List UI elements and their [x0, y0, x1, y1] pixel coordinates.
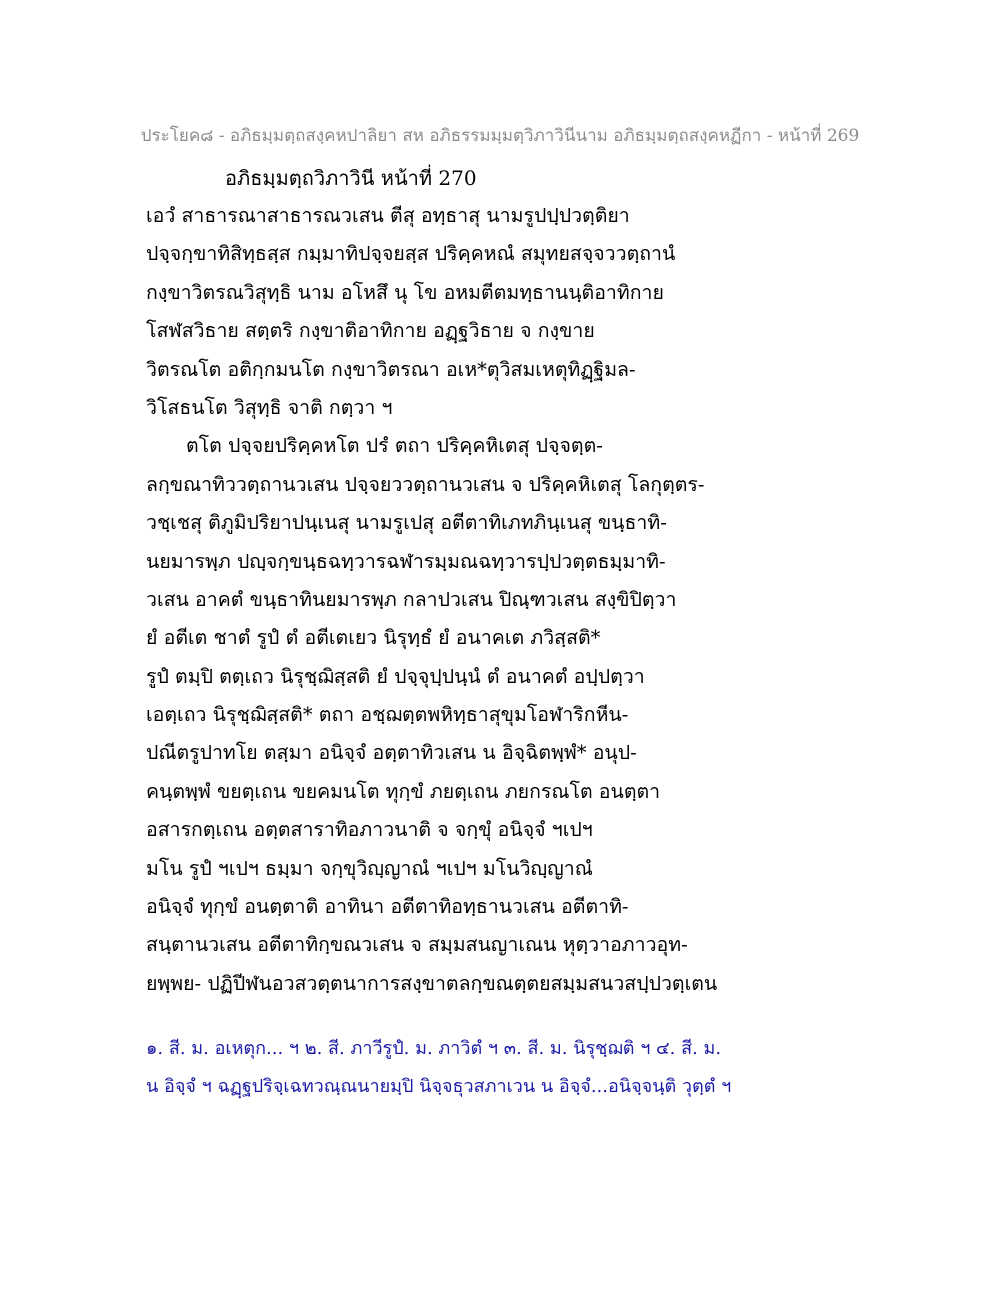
text-line: ลกฺขณาทิววตฺถานวเสน ปจฺจยววตฺถานวเสน จ ปริคฺคหิเตสุ โลกุตฺตร- [146, 472, 705, 496]
text-line: ยพฺพย- ปฏิปีฬนอวสวตฺตนาการสงฺขาตลกฺขณตฺตยสมฺมสนวสปฺปวตฺเตน [146, 971, 718, 995]
text-line: วิโสธนโต วิสุทฺธิ จาติ กตฺวา ฯ [146, 395, 393, 419]
text-line: วิตรณโต อติกฺกมนโต กงฺขาวิตรณา อเห*ตุวิสมเหตุทิฏฺฐิมล- [146, 357, 636, 381]
text-line: วชฺเชสุ ติภูมิปริยาปนฺเนสุ นามรูเปสุ อตีตาทิเภทภินฺเนสุ ขนฺธาทิ- [146, 511, 667, 535]
text-line: เอตฺเถว นิรุชฺฌิสฺสติ* ตถา อชฺฌตฺตพหิทฺธาสุขุมโอฬาริกหีน- [146, 703, 629, 727]
text-line: อสารกตฺเถน อตฺตสาราทิอภาวนาติ จ จกฺขุํ อนิจฺจํ ฯเปฯ [146, 818, 593, 842]
text-line: รูปํ ตมฺปิ ตตฺเถว นิรุชฺฌิสฺสติ ยํ ปจฺจุปฺปนฺนํ ตํ อนาคตํ อปฺปตฺวา [146, 664, 645, 688]
text-line: มโน รูปํ ฯเปฯ ธมฺมา จกฺขุวิญฺญาณํ ฯเปฯ มโนวิญฺญาณํ [146, 856, 593, 880]
text-line: อนิจฺจํ ทุกฺขํ อนตฺตาติ อาทินา อตีตาทิอทฺธานวเสน อตีตาทิ- [146, 895, 629, 919]
text-line: ปณีตรูปาทโย ตสฺมา อนิจฺจํ อตฺตาทิวเสน น อิจฺฉิตพฺพํ* อนุป- [146, 741, 637, 765]
text-line: สนฺตานวเสน อตีตาทิกฺขณวเสน จ สมฺมสนญาเณน หุตฺวาอภาวอุท- [146, 933, 688, 957]
text-line: โสฬสวิธาย สตฺตริ กงฺขาติอาทิกาย อฏฺฐวิธาย จ กงฺขาย [146, 319, 595, 343]
text-line: ยํ อตีเต ชาตํ รูปํ ตํ อตีเตเยว นิรุทฺธํ ยํ อนาคเต ภวิสฺสติ* [146, 626, 601, 650]
footnote-line: น อิจฺจํ ฯ ฉฏฺฐปริจฺเฉทวณฺณนายมฺปิ นิจฺจธุวสภาเวน น อิจฺจํ...อนิจฺจนฺติ วุตฺตํ ฯ [146, 1076, 732, 1097]
text-line: วเสน อาคตํ ขนฺธาทินยมารพฺภ กลาปวเสน ปิณฺฑวเสน สงฺขิปิตฺวา [146, 587, 677, 611]
text-line: ปจฺจกฺขาทิสิทฺธสฺส กมฺมาทิปจฺจยสฺส ปริคฺคหณํ สมุทยสจฺจววตฺถานํ [146, 242, 676, 266]
text-line: นยมารพฺภ ปญฺจกฺขนฺธฉทฺวารฉฬารมฺมณฉทฺวารปฺปวตฺตธมฺมาทิ- [146, 549, 666, 573]
footnotes [146, 1030, 966, 1106]
text-line: คนฺตพฺพํ ขยตฺเถน ขยคมนโต ทุกฺขํ ภยตฺเถน ภยกรณโต อนตฺตา [146, 779, 661, 803]
page-header: ประโยค๘ - อภิธมฺมตฺถสงฺคหปาลิยา สห อภิธรรมมฺมตฺวิภาวินีนาม อภิธมฺมตฺถสงฺคหฏีกา - หน้าที่ 269 [140, 126, 860, 146]
text-line: เอวํ สาธารณาสาธารณวเสน ตีสุ อทฺธาสุ นามรูปปฺปวตฺติยา [146, 204, 630, 227]
body-text [146, 197, 966, 1003]
paragraph-start-line: ตโต ปจฺจยปริคฺคหโต ปรํ ตถา ปริคฺคหิเตสุ ปจฺจตฺต- [186, 434, 603, 458]
page-title: อภิธมฺมตฺถวิภาวินี หน้าที่ 270 [225, 166, 477, 190]
text-line: กงฺขาวิตรณวิสุทฺธิ นาม อโหสึ นุ โข อหมตีตมทฺธานนฺติอาทิกาย [146, 280, 664, 304]
footnote-line: ๑. สี. ม. อเหตุก... ฯ ๒. สี. ภาวีรูปํ. ม. ภาวิตํ ฯ ๓. สี. ม. นิรุชฺฌติ ฯ ๔. สี. ม. [146, 1038, 722, 1059]
